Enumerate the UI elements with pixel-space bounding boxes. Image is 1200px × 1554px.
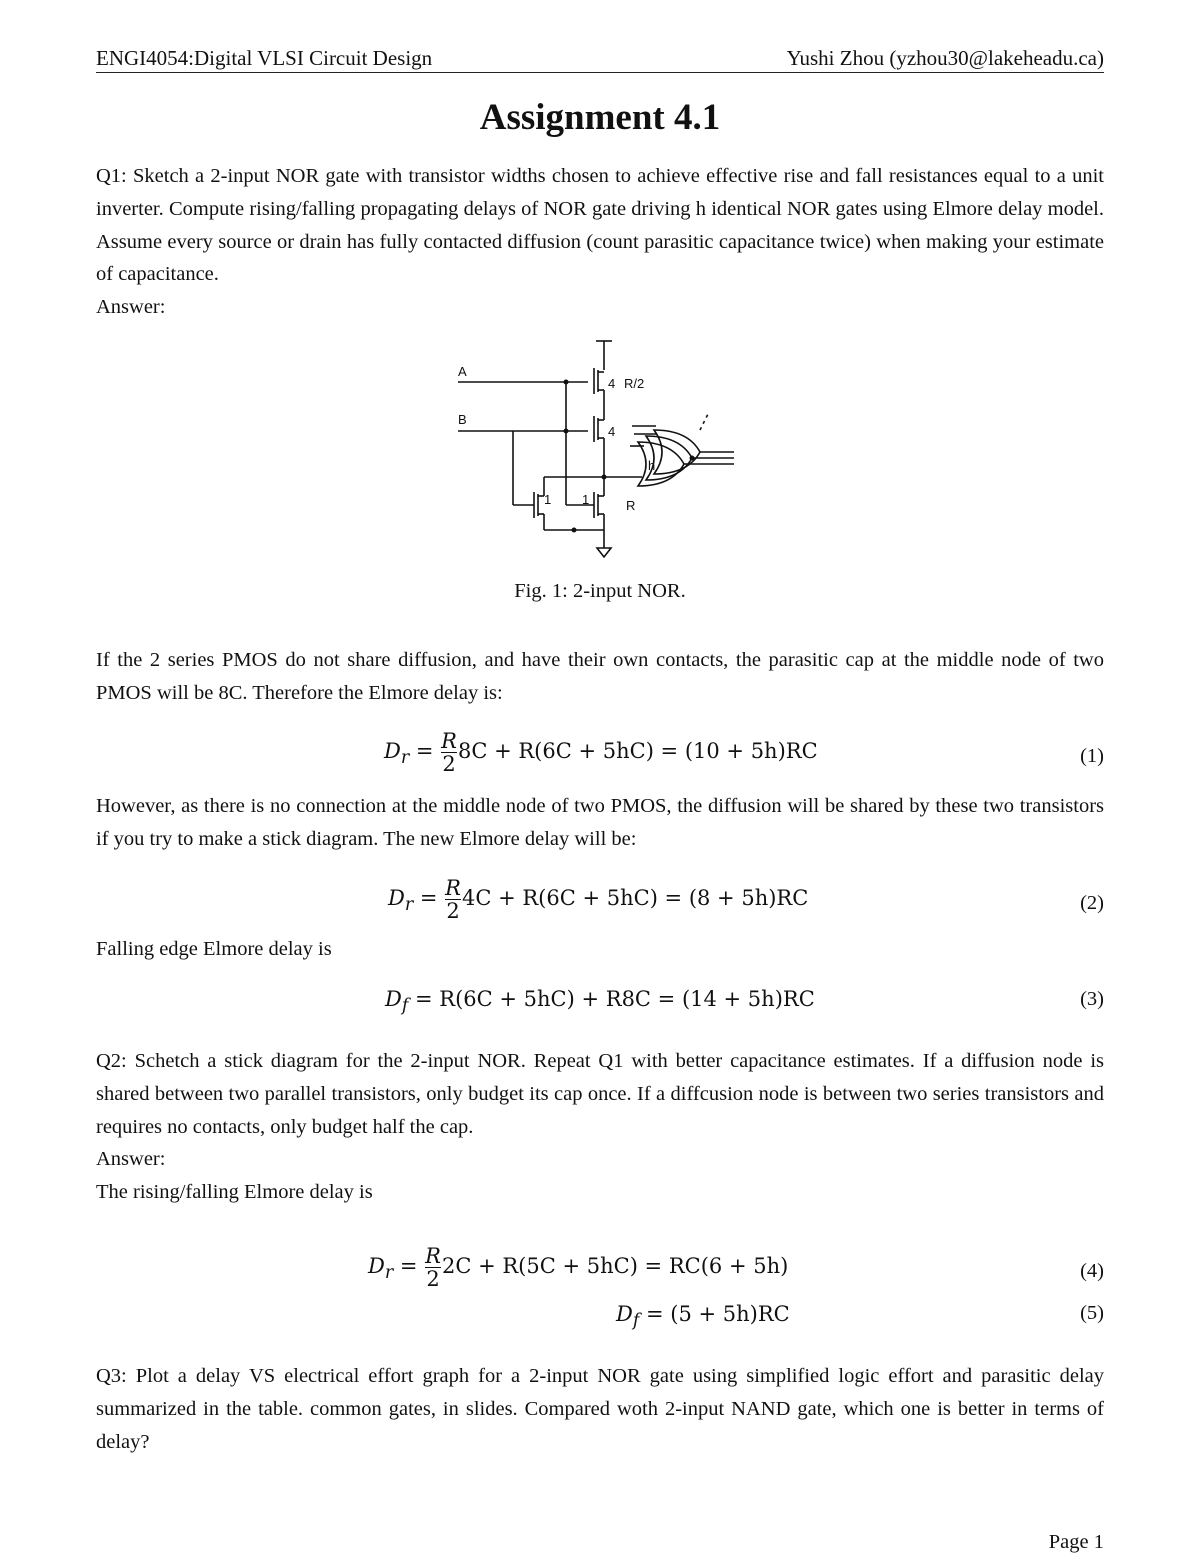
answer-label: Answer: (96, 296, 166, 319)
pmos-resistance-label: R/2 (624, 376, 645, 391)
paragraph-separate-diffusion: If the 2 series PMOS do not share diffusion, and have their own contacts, the parasitic cap at the middle node of two PMOS will be 8C. Therefore the Elmore delay is: (96, 649, 1104, 704)
pmos-bottom-width: 4 (608, 424, 616, 439)
equation-5-number: (5) (1080, 1302, 1104, 1324)
equation-1-number: (1) (1080, 745, 1104, 767)
fanout-label: h (648, 458, 656, 473)
paragraph-shared-diffusion: However, as there is no connection at the middle node of two PMOS, the diffusion will be shared by these two transistors if you try to make a stick diagram. The new Elmore delay will be: (96, 795, 1104, 850)
answer-label-2: Answer: (96, 1148, 166, 1171)
equation-2-number: (2) (1080, 892, 1104, 914)
nor-gate-schematic (440, 330, 760, 570)
nmos-left-width: 1 (544, 492, 552, 507)
equation-1: $D_r$ = $\frac{R}{2}$ 8C + R(6C + 5hC) = (10 + 5h)RC (384, 729, 818, 776)
nmos-right-width: 1 (582, 492, 590, 507)
assignment-title: Assignment 4.1 (479, 97, 721, 138)
question-2 (96, 1045, 1104, 1209)
equation-4: $D_r$ = $\frac{R}{2}$ 2C + R(5C + 5hC) = RC(6 + 5h) (368, 1244, 789, 1291)
course-title: ENGI4054:Digital VLSI Circuit Design (96, 46, 433, 70)
page-number: Page 1 (1048, 1531, 1104, 1553)
nmos-resistance-label: R (626, 498, 636, 513)
author-info: Yushi Zhou (yzhou30@lakeheadu.ca) (786, 46, 1104, 70)
equation-4-number: (4) (1080, 1260, 1104, 1282)
equation-5: $D_f = (5 + 5h)RC$ (616, 1302, 790, 1332)
question-2-text: Q2: Schetch a stick diagram for the 2-input NOR. Repeat Q1 with better capacitance estimates. If a diffusion node is shared between two parallel transistors, only budget its cap once. If a diffcusion node is between two series transistors and requires no contacts, only budget half the cap. (96, 1050, 1104, 1138)
question-3: Q3: Plot a delay VS electrical effort graph for a 2-input NOR gate using simplified logic effort and parasitic delay summarized in the table. common gates, in slides. Compared woth 2-input NAND gate, which one is better in terms of delay? (96, 1365, 1104, 1453)
question-1 (96, 160, 1104, 324)
input-a-label: A (458, 364, 467, 379)
equation-3: $D_f = R(6C + 5hC) + R8C = (14 + 5h)RC$ (385, 987, 815, 1017)
equation-2: $D_r$ = $\frac{R}{2}$ 4C + R(6C + 5hC) = (8 + 5h)RC (388, 876, 809, 923)
figure-caption: Fig. 1: 2-input NOR. (514, 580, 686, 602)
page-header (96, 44, 1104, 73)
equation-3-number: (3) (1080, 988, 1104, 1010)
rising-falling-intro: The rising/falling Elmore delay is (96, 1181, 373, 1204)
falling-edge-intro: Falling edge Elmore delay is (96, 938, 332, 960)
question-1-text: Q1: Sketch a 2-input NOR gate with transistor widths chosen to achieve effective rise and fall resistances equal to a unit inverter. Compute rising/falling propagating delays of NOR gate driving h identical NOR gates using Elmore delay model. Assume every source or drain has fully contacted diffusion (count parasitic capacitance twice) when making your estimate of capacitance. (96, 165, 1104, 286)
pmos-top-width: 4 (608, 376, 616, 391)
input-b-label: B (458, 412, 467, 427)
